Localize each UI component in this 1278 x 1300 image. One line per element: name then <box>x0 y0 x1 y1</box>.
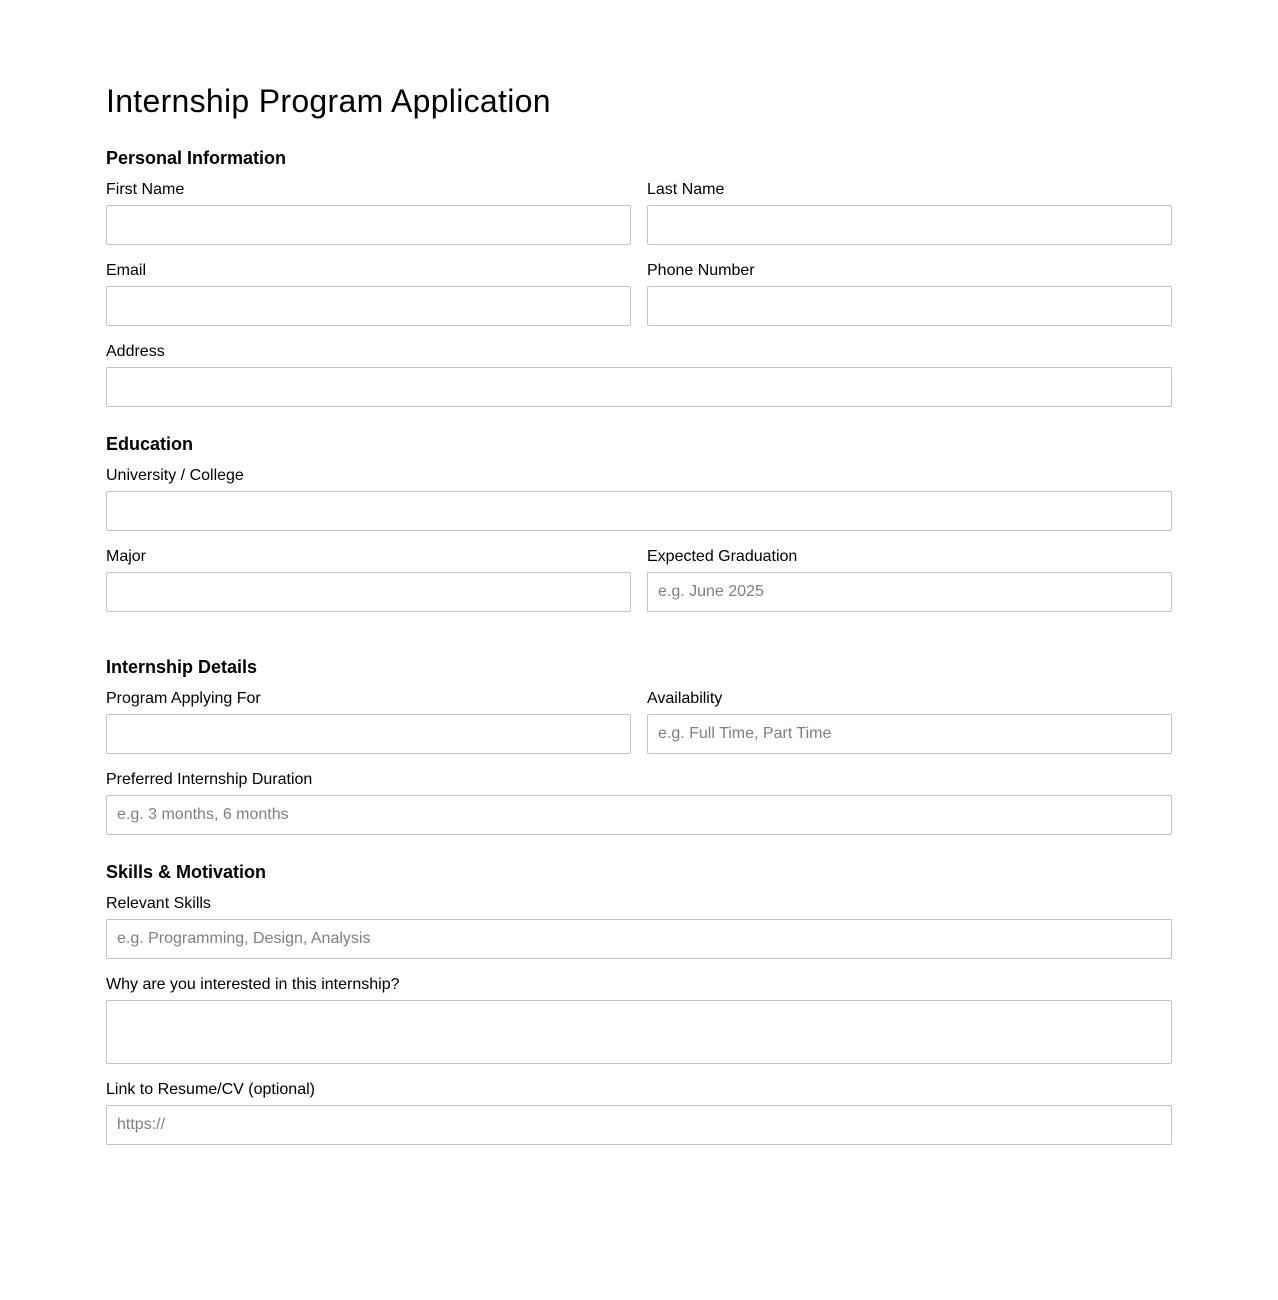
motivation-textarea[interactable] <box>106 1000 1172 1064</box>
availability-input[interactable] <box>647 714 1172 754</box>
skills-field <box>106 894 1172 914</box>
first-name-field <box>106 180 631 200</box>
section-title-personal: Personal Information <box>106 148 287 168</box>
last-name-field <box>647 180 1172 200</box>
motivation-field <box>106 975 1172 995</box>
section-title-skills: Skills & Motivation <box>106 862 267 882</box>
duration-field <box>106 770 1172 790</box>
duration-label: Preferred Internship Duration <box>106 771 313 788</box>
address-input[interactable] <box>106 367 1172 407</box>
availability-field <box>647 689 1172 709</box>
section-title-internship: Internship Details <box>106 657 258 677</box>
skills-label: Relevant Skills <box>106 895 211 912</box>
program-field <box>106 689 631 709</box>
university-field <box>106 466 1172 486</box>
phone-input[interactable] <box>647 286 1172 326</box>
university-input[interactable] <box>106 491 1172 531</box>
address-label: Address <box>106 343 165 360</box>
section-title-education: Education <box>106 434 194 454</box>
address-field <box>106 342 1172 362</box>
motivation-label: Why are you interested in this internship? <box>106 976 400 993</box>
resume-link-field <box>106 1080 1172 1100</box>
resume-link-label: Link to Resume/CV (optional) <box>106 1081 315 1098</box>
graduation-field <box>647 547 1172 567</box>
first-name-label: First Name <box>106 181 185 198</box>
major-field <box>106 547 631 567</box>
availability-label: Availability <box>647 690 723 707</box>
resume-link-input[interactable] <box>106 1105 1172 1145</box>
email-input[interactable] <box>106 286 631 326</box>
email-label: Email <box>106 262 147 279</box>
last-name-label: Last Name <box>647 181 725 198</box>
last-name-input[interactable] <box>647 205 1172 245</box>
first-name-input[interactable] <box>106 205 631 245</box>
university-label: University / College <box>106 467 244 484</box>
graduation-label: Expected Graduation <box>647 548 798 565</box>
major-label: Major <box>106 548 147 565</box>
program-input[interactable] <box>106 714 631 754</box>
skills-input[interactable] <box>106 919 1172 959</box>
program-label: Program Applying For <box>106 690 261 707</box>
duration-input[interactable] <box>106 795 1172 835</box>
graduation-input[interactable] <box>647 572 1172 612</box>
phone-label: Phone Number <box>647 262 755 279</box>
major-input[interactable] <box>106 572 631 612</box>
page-title: Internship Program Application <box>106 83 551 119</box>
email-field <box>106 261 631 281</box>
phone-field <box>647 261 1172 281</box>
